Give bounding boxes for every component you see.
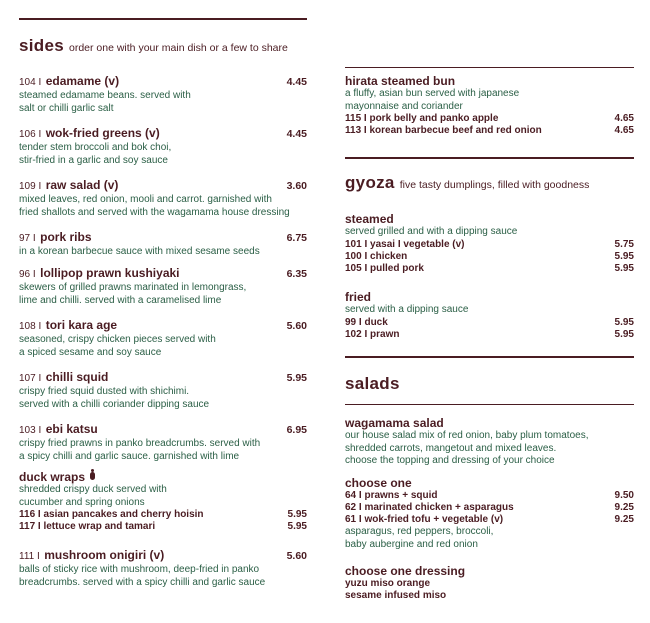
option-price: 9.25 bbox=[614, 514, 634, 525]
item-price: 4.45 bbox=[286, 128, 307, 140]
option-label: 117 I lettuce wrap and tamari bbox=[19, 521, 156, 532]
dressing-option: sesame infused miso bbox=[345, 590, 447, 601]
item-head bbox=[19, 548, 307, 564]
subsection-title: choose one bbox=[345, 476, 412, 490]
menu-item bbox=[19, 318, 307, 359]
item-name: lollipop prawn kushiyaki bbox=[40, 266, 180, 280]
option-price: 5.95 bbox=[614, 250, 634, 262]
option-line bbox=[345, 251, 634, 263]
description-line: baby aubergine and red onion bbox=[345, 538, 478, 550]
section-title-gyoza bbox=[345, 173, 589, 193]
item-description bbox=[345, 430, 634, 468]
item-price: 6.35 bbox=[286, 268, 307, 280]
salad-dressing bbox=[345, 564, 634, 602]
item-name: fried bbox=[345, 290, 372, 304]
item-head bbox=[19, 266, 307, 282]
description-line: salt or chilli garlic salt bbox=[19, 102, 114, 114]
description-line: steamed edamame beans. served with bbox=[19, 90, 191, 101]
option-price: 9.25 bbox=[614, 502, 634, 513]
item-price: 5.95 bbox=[286, 372, 307, 384]
option-line bbox=[19, 509, 307, 521]
dressing-option: yuzu miso orange bbox=[345, 578, 431, 589]
menu-item bbox=[19, 266, 307, 307]
item-description bbox=[19, 334, 307, 359]
option-label: 116 I asian pancakes and cherry hoisin bbox=[19, 509, 204, 520]
item-description: served grilled and with a dipping sauce bbox=[345, 226, 518, 237]
option-line bbox=[345, 125, 634, 137]
description-line: fried shallots and served with the wagamama house dressing bbox=[19, 206, 290, 218]
description-line: mayonnaise and coriander bbox=[345, 100, 463, 112]
item-head bbox=[19, 126, 307, 142]
item-number: 111 I bbox=[19, 551, 40, 562]
item-price: 5.60 bbox=[286, 550, 307, 562]
item-description bbox=[19, 484, 307, 509]
item-name: ebi katsu bbox=[45, 422, 98, 436]
item-name: mushroom onigiri (v) bbox=[44, 548, 165, 562]
item-description bbox=[345, 88, 634, 113]
item-head bbox=[19, 422, 307, 438]
item-name: steamed bbox=[345, 212, 394, 226]
option-price: 5.95 bbox=[287, 521, 307, 532]
divider-salads-bottom bbox=[345, 404, 634, 405]
item-name: raw salad (v) bbox=[45, 178, 119, 192]
description-line: stir-fried in a garlic and soy sauce bbox=[19, 154, 168, 166]
description-line: shredded carrots, mangetout and mixed leaves. bbox=[345, 442, 557, 454]
option-price: 5.95 bbox=[614, 328, 634, 340]
option-label: 102 I prawn bbox=[345, 328, 400, 340]
description-line: a fluffy, asian bun served with japanese bbox=[345, 88, 520, 99]
description-line: our house salad mix of red onion, baby plum tomatoes, bbox=[345, 430, 589, 441]
menu-item-gyoza-fried bbox=[345, 290, 634, 341]
menu-item-duck-wraps bbox=[19, 470, 307, 533]
item-head bbox=[19, 178, 307, 194]
option-line bbox=[345, 490, 634, 502]
item-head bbox=[19, 370, 307, 386]
item-description bbox=[345, 526, 634, 551]
item-price: 3.60 bbox=[286, 180, 307, 192]
option-price: 5.75 bbox=[614, 238, 634, 250]
item-name: wagamama salad bbox=[345, 416, 444, 430]
item-description bbox=[19, 438, 307, 463]
item-name: edamame (v) bbox=[45, 74, 120, 88]
menu-item-wagamama-salad bbox=[345, 416, 634, 468]
item-number: 109 I bbox=[19, 181, 42, 192]
description-line: skewers of grilled prawns marinated in lemongrass, bbox=[19, 282, 247, 293]
item-description bbox=[19, 386, 307, 411]
description-line: served with a chilli coriander dipping sauce bbox=[19, 398, 210, 410]
option-label: 115 I pork belly and panko apple bbox=[345, 113, 499, 124]
item-name: tori kara age bbox=[45, 318, 118, 332]
option-label: 62 I marinated chicken + asparagus bbox=[345, 502, 514, 513]
salad-choose-one bbox=[345, 476, 634, 551]
item-description: served with a dipping sauce bbox=[345, 304, 469, 315]
section-title-sides bbox=[19, 36, 288, 56]
subsection-title: choose one dressing bbox=[345, 564, 466, 578]
option-line bbox=[345, 239, 634, 251]
item-description bbox=[19, 90, 307, 115]
description-line: cucumber and spring onions bbox=[19, 496, 145, 508]
description-line: a spiced sesame and soy sauce bbox=[19, 346, 162, 358]
option-price: 4.65 bbox=[614, 125, 634, 136]
item-description bbox=[19, 142, 307, 167]
item-description bbox=[19, 282, 307, 307]
item-name: hirata steamed bun bbox=[345, 74, 456, 88]
divider-top-right bbox=[345, 67, 634, 68]
description-line: crispy fried squid dusted with shichimi. bbox=[19, 386, 190, 397]
item-description bbox=[19, 564, 307, 589]
item-number: 103 I bbox=[19, 425, 42, 436]
gyoza-subtitle: five tasty dumplings, filled with goodness bbox=[399, 179, 590, 191]
section-title-salads bbox=[345, 374, 400, 394]
description-line: asparagus, red peppers, broccoli, bbox=[345, 526, 494, 537]
option-label: 99 I duck bbox=[345, 316, 388, 328]
divider-top-left bbox=[19, 18, 307, 20]
item-head bbox=[19, 470, 307, 484]
item-number: 106 I bbox=[19, 129, 42, 140]
option-line bbox=[345, 514, 634, 526]
item-head bbox=[19, 74, 307, 90]
menu-item bbox=[19, 230, 307, 259]
item-title bbox=[19, 74, 119, 90]
item-title bbox=[19, 230, 92, 246]
item-price: 6.75 bbox=[286, 232, 307, 244]
option-line bbox=[19, 521, 307, 533]
item-description bbox=[19, 194, 307, 219]
description-line: in a korean barbecue sauce with mixed sesame seeds bbox=[19, 246, 260, 257]
option-label: 100 I chicken bbox=[345, 250, 408, 262]
sides-title: sides bbox=[19, 36, 64, 55]
salads-title: salads bbox=[345, 374, 400, 393]
menu-item bbox=[19, 370, 307, 411]
item-title bbox=[19, 370, 108, 386]
item-name: wok-fried greens (v) bbox=[45, 126, 160, 140]
option-label: 105 I pulled pork bbox=[345, 262, 424, 274]
item-price: 4.45 bbox=[286, 76, 307, 88]
option-label: 61 I wok-fried tofu + vegetable (v) bbox=[345, 514, 504, 525]
item-title bbox=[19, 266, 180, 282]
item-number: 108 I bbox=[19, 321, 42, 332]
item-title bbox=[19, 548, 164, 564]
item-number: 96 I bbox=[19, 269, 36, 280]
item-number: 104 I bbox=[19, 77, 42, 88]
description-line: a spicy chilli and garlic sauce. garnished with lime bbox=[19, 450, 240, 462]
item-price: 6.95 bbox=[286, 424, 307, 436]
item-number: 97 I bbox=[19, 233, 36, 244]
description-line: seasoned, crispy chicken pieces served with bbox=[19, 334, 216, 345]
item-head bbox=[19, 230, 307, 246]
option-line bbox=[345, 502, 634, 514]
menu-item-onigiri bbox=[19, 548, 307, 589]
menu-item bbox=[19, 178, 307, 219]
description-line: choose the topping and dressing of your choice bbox=[345, 455, 555, 466]
option-label: 101 I yasai I vegetable (v) bbox=[345, 238, 465, 250]
option-label: 64 I prawns + squid bbox=[345, 490, 438, 501]
menu-item bbox=[19, 126, 307, 167]
chilli-icon bbox=[90, 472, 95, 480]
item-description bbox=[19, 246, 307, 259]
menu-item bbox=[19, 74, 307, 115]
option-price: 5.95 bbox=[614, 262, 634, 274]
description-line: breadcrumbs. served with a spicy chilli and garlic sauce bbox=[19, 576, 266, 588]
option-price: 5.95 bbox=[614, 316, 634, 328]
sides-subtitle: order one with your main dish or a few to share bbox=[68, 42, 288, 54]
item-head bbox=[19, 318, 307, 334]
option-label: 113 I korean barbecue beef and red onion bbox=[345, 125, 542, 136]
option-price: 4.65 bbox=[614, 113, 634, 124]
item-title bbox=[19, 422, 98, 438]
item-name: chilli squid bbox=[45, 370, 109, 384]
item-title bbox=[19, 470, 95, 484]
option-line bbox=[345, 113, 634, 125]
option-line bbox=[345, 317, 634, 329]
item-name: duck wraps bbox=[19, 470, 86, 484]
gyoza-title: gyoza bbox=[345, 173, 395, 192]
divider-salads bbox=[345, 356, 634, 358]
item-title bbox=[19, 126, 160, 142]
menu-item-hirata bbox=[345, 74, 634, 137]
option-price: 9.50 bbox=[614, 490, 634, 501]
description-line: crispy fried prawns in panko breadcrumbs. served with bbox=[19, 438, 261, 449]
menu-item bbox=[19, 422, 307, 463]
description-line: lime and chilli. served with a caramelised lime bbox=[19, 294, 222, 306]
option-line bbox=[345, 263, 634, 275]
description-line: shredded crispy duck served with bbox=[19, 484, 167, 495]
menu-item-gyoza-steamed bbox=[345, 212, 634, 275]
description-line: balls of sticky rice with mushroom, deep-fried in panko bbox=[19, 564, 260, 575]
description-line: tender stem broccoli and bok choi, bbox=[19, 142, 172, 153]
option-line bbox=[345, 329, 634, 341]
item-title bbox=[19, 178, 118, 194]
item-number: 107 I bbox=[19, 373, 42, 384]
description-line: mixed leaves, red onion, mooli and carrot. garnished with bbox=[19, 194, 272, 205]
item-title bbox=[19, 318, 117, 334]
item-price: 5.60 bbox=[286, 320, 307, 332]
divider-gyoza bbox=[345, 157, 634, 159]
item-name: pork ribs bbox=[40, 230, 92, 244]
option-price: 5.95 bbox=[287, 509, 307, 520]
